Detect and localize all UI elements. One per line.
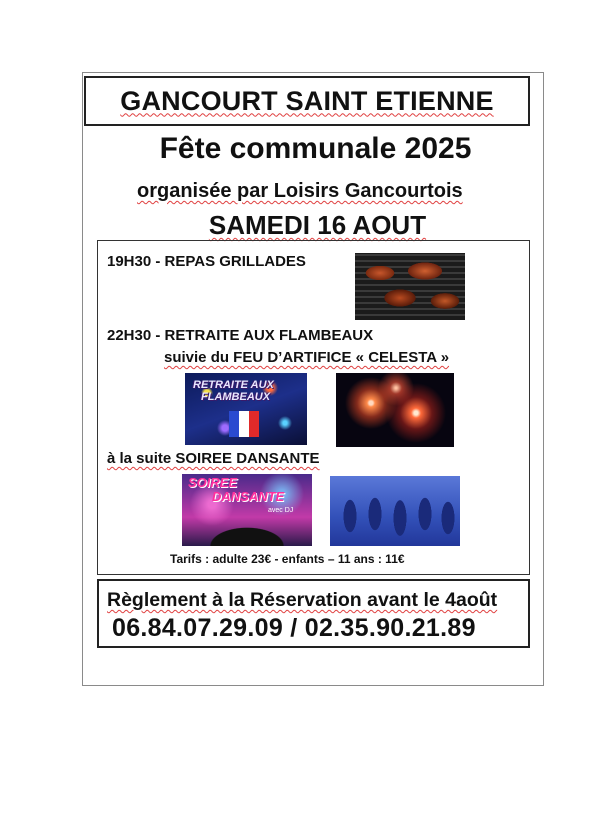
flag-icon bbox=[229, 411, 259, 437]
program-item-parade: 22H30 - RETRAITE AUX FLAMBEAUX bbox=[107, 327, 374, 344]
program-item-fireworks: suivie du FEU D’ARTIFICE « CELESTA » bbox=[164, 349, 450, 366]
retraite-image-caption: RETRAITE AUX FLAMBEAUX bbox=[193, 379, 274, 403]
soiree-caption-2: DANSANTE bbox=[212, 489, 285, 504]
soiree-caption-dj: avec DJ bbox=[268, 507, 294, 514]
dance-party-photo bbox=[182, 474, 312, 546]
tariffs: Tarifs : adulte 23€ - enfants – 11 ans : 11€ bbox=[170, 552, 405, 566]
village-title bbox=[84, 76, 530, 126]
dancers-silhouette-photo bbox=[330, 476, 460, 546]
fireworks-photo bbox=[336, 373, 454, 447]
village-title-text: GANCOURT SAINT ETIENNE bbox=[120, 85, 494, 116]
program-item-dance: à la suite SOIREE DANSANTE bbox=[107, 450, 320, 467]
event-name: Fête communale 2025 bbox=[159, 132, 472, 165]
phone-numbers: 06.84.07.29.09 / 02.35.90.21.89 bbox=[112, 614, 476, 642]
reservation-notice: Règlement à la Réservation avant le 4août bbox=[107, 589, 498, 611]
grilled-meat-photo bbox=[355, 253, 465, 320]
event-date: SAMEDI 16 AOUT bbox=[208, 210, 427, 240]
soiree-caption-1: SOIREE bbox=[188, 475, 238, 490]
event-organizer: organisée par Loisirs Gancourtois bbox=[137, 180, 463, 202]
program-box bbox=[97, 240, 530, 575]
torchlight-parade-photo bbox=[185, 373, 307, 445]
program-item-dinner: 19H30 - REPAS GRILLADES bbox=[107, 253, 306, 270]
